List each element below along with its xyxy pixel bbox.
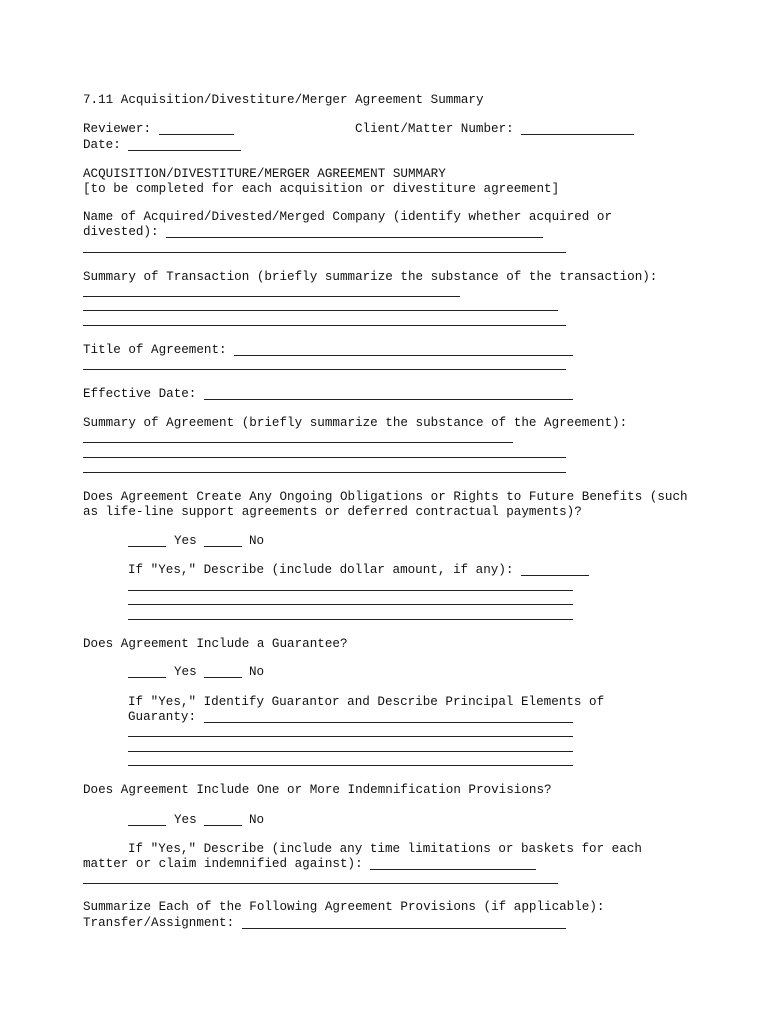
company-question: Name of Acquired/Divested/Merged Company (identify whether acquired or bbox=[83, 210, 613, 224]
form-subtitle: [to be completed for each acquisition or divestiture agreement] bbox=[83, 182, 560, 196]
date-field[interactable] bbox=[128, 150, 241, 151]
title-of-agreement-label: Title of Agreement: bbox=[83, 343, 227, 357]
title-of-agreement-field[interactable] bbox=[234, 355, 573, 356]
title-of-agreement-field-line-2[interactable] bbox=[83, 369, 566, 370]
guaranty-field-line-4[interactable] bbox=[128, 765, 573, 766]
guarantor-label: If "Yes," Identify Guarantor and Describe Principal Elements of bbox=[128, 695, 605, 709]
transfer-assignment-field[interactable] bbox=[242, 928, 566, 929]
indemnification-question: Does Agreement Include One or More Indemnification Provisions? bbox=[83, 783, 552, 797]
guarantee-no-blank[interactable] bbox=[204, 677, 242, 678]
agreement-summary-field-line-2[interactable] bbox=[83, 457, 566, 458]
company-question-cont: divested): bbox=[83, 225, 159, 239]
guarantee-question: Does Agreement Include a Guarantee? bbox=[83, 637, 348, 651]
guarantee-yes-blank[interactable] bbox=[128, 677, 166, 678]
obligations-no-label: No bbox=[249, 534, 265, 548]
guaranty-field-line-3[interactable] bbox=[128, 751, 573, 752]
indemnification-describe-cont: matter or claim indemnified against): bbox=[83, 857, 363, 871]
company-field-line-2[interactable] bbox=[83, 252, 566, 253]
client-matter-label: Client/Matter Number: bbox=[355, 122, 514, 136]
reviewer-field[interactable] bbox=[159, 134, 234, 135]
guarantee-no-label: No bbox=[249, 665, 265, 679]
transfer-assignment-label: Transfer/Assignment: bbox=[83, 916, 235, 930]
guaranty-label: Guaranty: bbox=[128, 710, 197, 724]
agreement-summary-field-line-3[interactable] bbox=[83, 472, 566, 473]
reviewer-label: Reviewer: bbox=[83, 122, 152, 136]
guarantee-yes-label: Yes bbox=[174, 665, 197, 679]
obligations-describe-label: If "Yes," Describe (include dollar amount, if any): bbox=[128, 563, 514, 577]
transaction-field-line-3[interactable] bbox=[83, 325, 566, 326]
effective-date-field[interactable] bbox=[204, 399, 573, 400]
guaranty-field-line-2[interactable] bbox=[128, 736, 573, 737]
transaction-field-line-2[interactable] bbox=[83, 310, 558, 311]
agreement-summary-question: Summary of Agreement (briefly summarize the substance of the Agreement): bbox=[83, 416, 628, 430]
date-label: Date: bbox=[83, 138, 121, 152]
form-title: ACQUISITION/DIVESTITURE/MERGER AGREEMENT SUMMARY bbox=[83, 167, 446, 181]
indemnification-describe-line-2[interactable] bbox=[83, 883, 558, 884]
indemnification-describe-label: If "Yes," Describe (include any time limitations or baskets for each bbox=[128, 842, 642, 856]
transaction-field-line-1[interactable] bbox=[83, 296, 460, 297]
obligations-describe-field[interactable] bbox=[521, 575, 589, 576]
obligations-question: Does Agreement Create Any Ongoing Obligations or Rights to Future Benefits (such bbox=[83, 490, 688, 504]
obligations-question-cont: as life-line support agreements or deferred contractual payments)? bbox=[83, 505, 582, 519]
obligations-describe-line-3[interactable] bbox=[128, 604, 573, 605]
obligations-no-blank[interactable] bbox=[204, 546, 242, 547]
indemnification-no-blank[interactable] bbox=[204, 825, 242, 826]
indemnification-describe-field[interactable] bbox=[370, 869, 536, 870]
agreement-summary-field-line-1[interactable] bbox=[83, 442, 513, 443]
obligations-describe-line-2[interactable] bbox=[128, 590, 573, 591]
provisions-heading: Summarize Each of the Following Agreement Provisions (if applicable): bbox=[83, 900, 605, 914]
indemnification-yes-label: Yes bbox=[174, 813, 197, 827]
obligations-yes-blank[interactable] bbox=[128, 546, 166, 547]
obligations-describe-line-4[interactable] bbox=[128, 619, 573, 620]
indemnification-no-label: No bbox=[249, 813, 265, 827]
obligations-yes-label: Yes bbox=[174, 534, 197, 548]
company-field[interactable] bbox=[166, 237, 543, 238]
transaction-question: Summary of Transaction (briefly summarize the substance of the transaction): bbox=[83, 270, 658, 284]
effective-date-label: Effective Date: bbox=[83, 387, 197, 401]
page-title: 7.11 Acquisition/Divestiture/Merger Agreement Summary bbox=[83, 93, 484, 107]
indemnification-yes-blank[interactable] bbox=[128, 825, 166, 826]
client-matter-field[interactable] bbox=[521, 134, 634, 135]
guaranty-field[interactable] bbox=[204, 722, 573, 723]
